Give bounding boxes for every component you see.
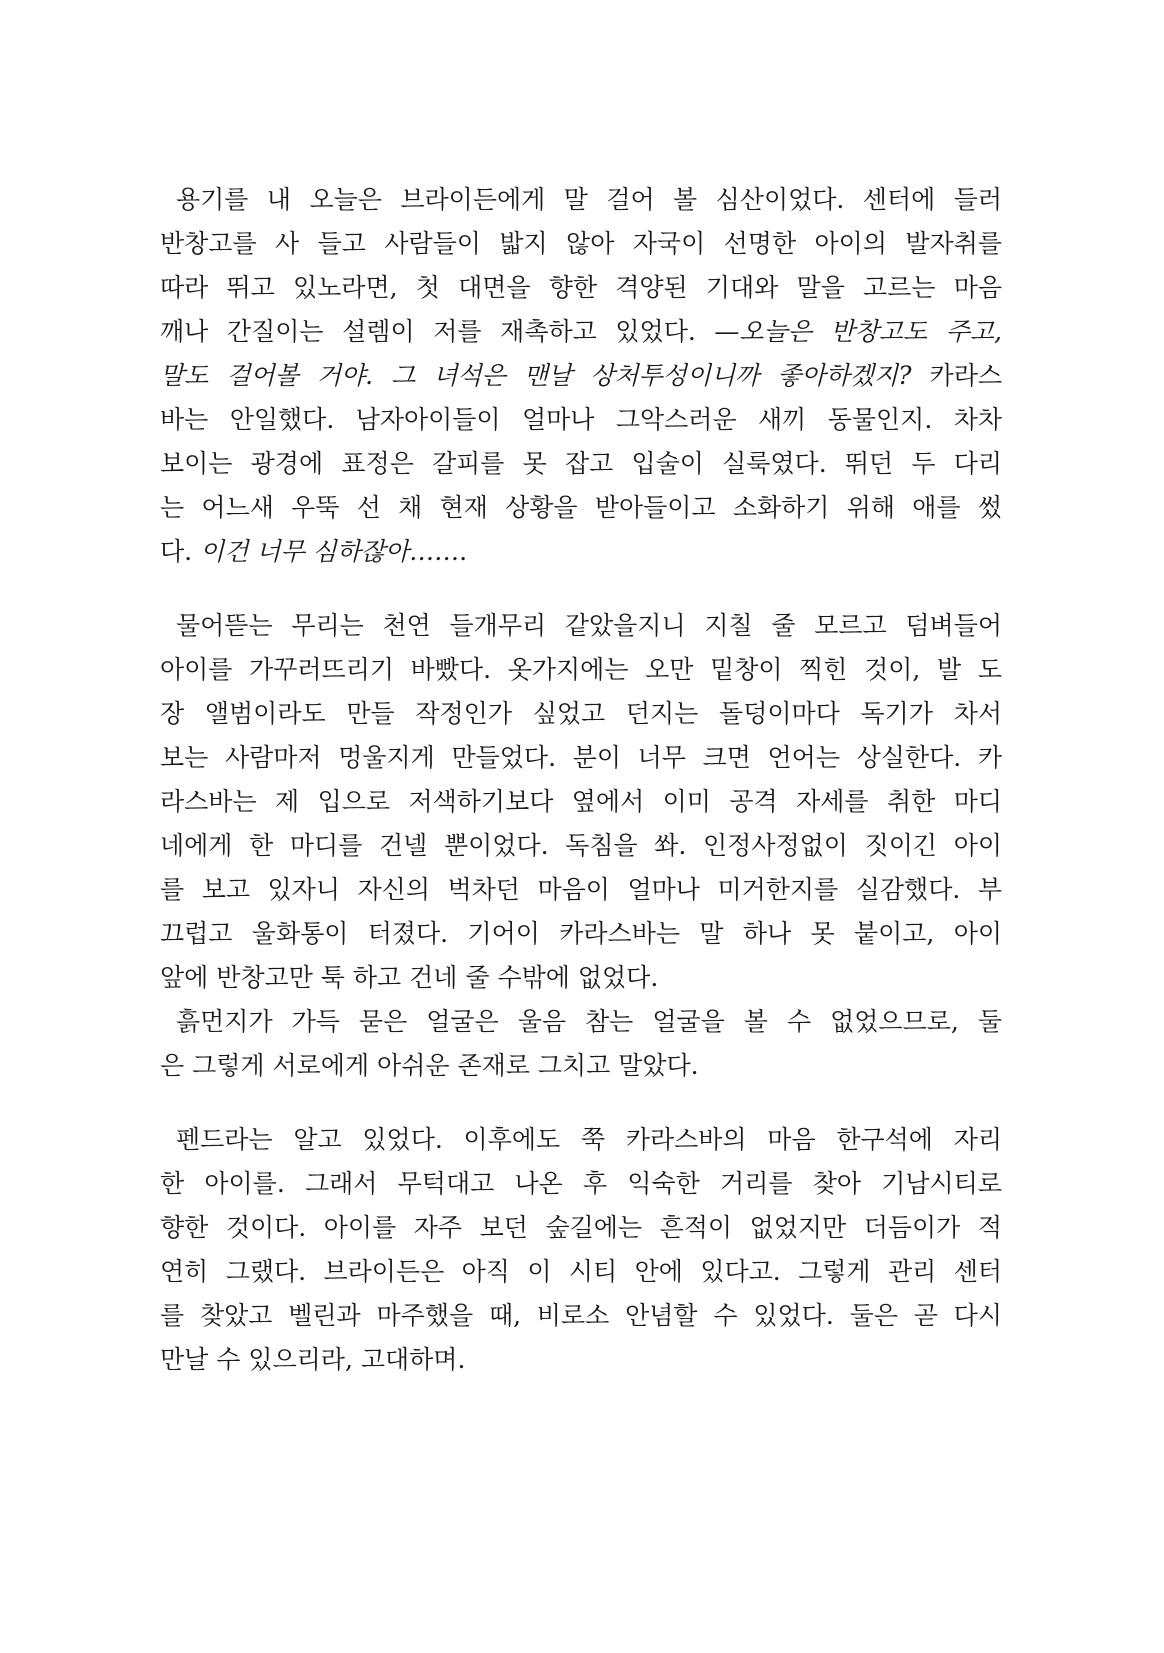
text-segment: 보는 사람마저 멍울지게 만들었다. 분이 너무 크면 언어는 상실한다. 카 bbox=[160, 743, 1002, 772]
text-segment: 한 아이를. 그래서 무턱대고 나온 후 익숙한 거리를 찾아 기남시티로 bbox=[160, 1169, 1002, 1198]
text-segment: 물어뜯는 무리는 천연 들개무리 같았을지니 지칠 줄 모르고 덤벼들어 bbox=[176, 611, 1002, 640]
paragraph-2-line-1 bbox=[160, 604, 1002, 648]
text-segment: 보이는 광경에 표정은 갈피를 못 잡고 입술이 실룩였다. 뛰던 두 다리 bbox=[160, 449, 1002, 478]
paragraph-2-line-5 bbox=[160, 780, 1002, 824]
text-segment: 아이를 가꾸러뜨리기 바빴다. 옷가지에는 오만 밑창이 찍힌 것이, 발 도 bbox=[160, 655, 1002, 684]
paragraph-4-line-6 bbox=[160, 1338, 1002, 1382]
paragraph-2-line-3 bbox=[160, 692, 1002, 736]
paragraph-1-line-6 bbox=[160, 398, 1002, 442]
italic-text-segment: —오늘은 반창고도 주고, bbox=[714, 317, 1002, 346]
paragraph-2-line-6 bbox=[160, 824, 1002, 868]
text-segment: 바는 안일했다. 남자아이들이 얼마나 그악스러운 새끼 동물인지. 차차 bbox=[160, 405, 1002, 434]
italic-text-segment: 이건 너무 심하잖아…… bbox=[200, 537, 460, 566]
paragraph-1-line-4 bbox=[160, 310, 1002, 354]
text-segment: 따라 뛰고 있노라면, 첫 대면을 향한 격양된 기대와 말을 고르는 마음 bbox=[160, 273, 1002, 302]
text-segment: 네에게 한 마디를 건넬 뿐이었다. 독침을 쏴. 인정사정없이 짓이긴 아이 bbox=[160, 831, 1002, 860]
text-segment: 다. bbox=[160, 537, 201, 566]
paragraph-1-line-7 bbox=[160, 442, 1002, 486]
text-segment: 끄럽고 울화통이 터졌다. 기어이 카라스바는 말 하나 못 붙이고, 아이 bbox=[160, 919, 1002, 948]
text-segment: 를 보고 있자니 자신의 벅차던 마음이 얼마나 미거한지를 실감했다. 부 bbox=[160, 875, 1002, 904]
paragraph-2-line-2 bbox=[160, 648, 1002, 692]
paragraph-1-line-2 bbox=[160, 222, 1002, 266]
text-segment: 흙먼지가 가득 묻은 얼굴은 울음 참는 얼굴을 볼 수 없었으므로, 둘 bbox=[176, 1007, 1002, 1036]
paragraph-2-line-4 bbox=[160, 736, 1002, 780]
text-segment: 은 그렇게 서로에게 아쉬운 존재로 그치고 말았다. bbox=[160, 1051, 699, 1080]
italic-text-segment: 말도 걸어볼 거야. 그 녀석은 맨날 상처투성이니까 좋아하겠지? bbox=[160, 361, 912, 390]
paragraph-1-line-5 bbox=[160, 354, 1002, 398]
text-segment: . bbox=[459, 537, 468, 566]
paragraph-2-line-7 bbox=[160, 868, 1002, 912]
text-segment: 반창고를 사 들고 사람들이 밟지 않아 자국이 선명한 아이의 발자취를 bbox=[160, 229, 1002, 258]
text-segment: 앞에 반창고만 툭 하고 건네 줄 수밖에 없었다. bbox=[160, 963, 659, 992]
paragraph-4-line-3 bbox=[160, 1206, 1002, 1250]
paragraph-4-line-4 bbox=[160, 1250, 1002, 1294]
text-segment: 연히 그랬다. 브라이든은 아직 이 시티 안에 있다고. 그렇게 관리 센터 bbox=[160, 1257, 1002, 1286]
paragraph-4-line-5 bbox=[160, 1294, 1002, 1338]
text-segment: 는 어느새 우뚝 선 채 현재 상황을 받아들이고 소화하기 위해 애를 썼 bbox=[160, 493, 1002, 522]
text-segment: 만날 수 있으리라, 고대하며. bbox=[160, 1345, 466, 1374]
paragraph-1-line-8 bbox=[160, 486, 1002, 530]
paragraph-1-line-1 bbox=[160, 178, 1002, 222]
paragraph-1-line-3 bbox=[160, 266, 1002, 310]
paragraph-4-line-2 bbox=[160, 1162, 1002, 1206]
paragraph-1-line-9 bbox=[160, 530, 1002, 574]
text-segment: 카라스 bbox=[911, 361, 1002, 390]
paragraph-3-line-1 bbox=[160, 1000, 1002, 1044]
paragraph-3-line-2 bbox=[160, 1044, 1002, 1088]
paragraph-4-line-1 bbox=[160, 1118, 1002, 1162]
text-segment: 깨나 간질이는 설렘이 저를 재촉하고 있었다. bbox=[160, 317, 715, 346]
text-segment: 펜드라는 알고 있었다. 이후에도 쭉 카라스바의 마음 한구석에 자리 bbox=[176, 1125, 1002, 1154]
text-segment: 를 찾았고 벨린과 마주했을 때, 비로소 안념할 수 있었다. 둘은 곧 다시 bbox=[160, 1301, 1002, 1330]
text-segment: 장 앨범이라도 만들 작정인가 싶었고 던지는 돌덩이마다 독기가 차서 bbox=[160, 699, 1002, 728]
text-segment: 용기를 내 오늘은 브라이든에게 말 걸어 볼 심산이었다. 센터에 들러 bbox=[176, 185, 1002, 214]
text-segment: 향한 것이다. 아이를 자주 보던 숲길에는 흔적이 없었지만 더듬이가 적 bbox=[160, 1213, 1002, 1242]
text-segment: 라스바는 제 입으로 저색하기보다 옆에서 이미 공격 자세를 취한 마디 bbox=[160, 787, 1002, 816]
paragraph-2-line-8 bbox=[160, 912, 1002, 956]
paragraph-2-line-9 bbox=[160, 956, 1002, 1000]
